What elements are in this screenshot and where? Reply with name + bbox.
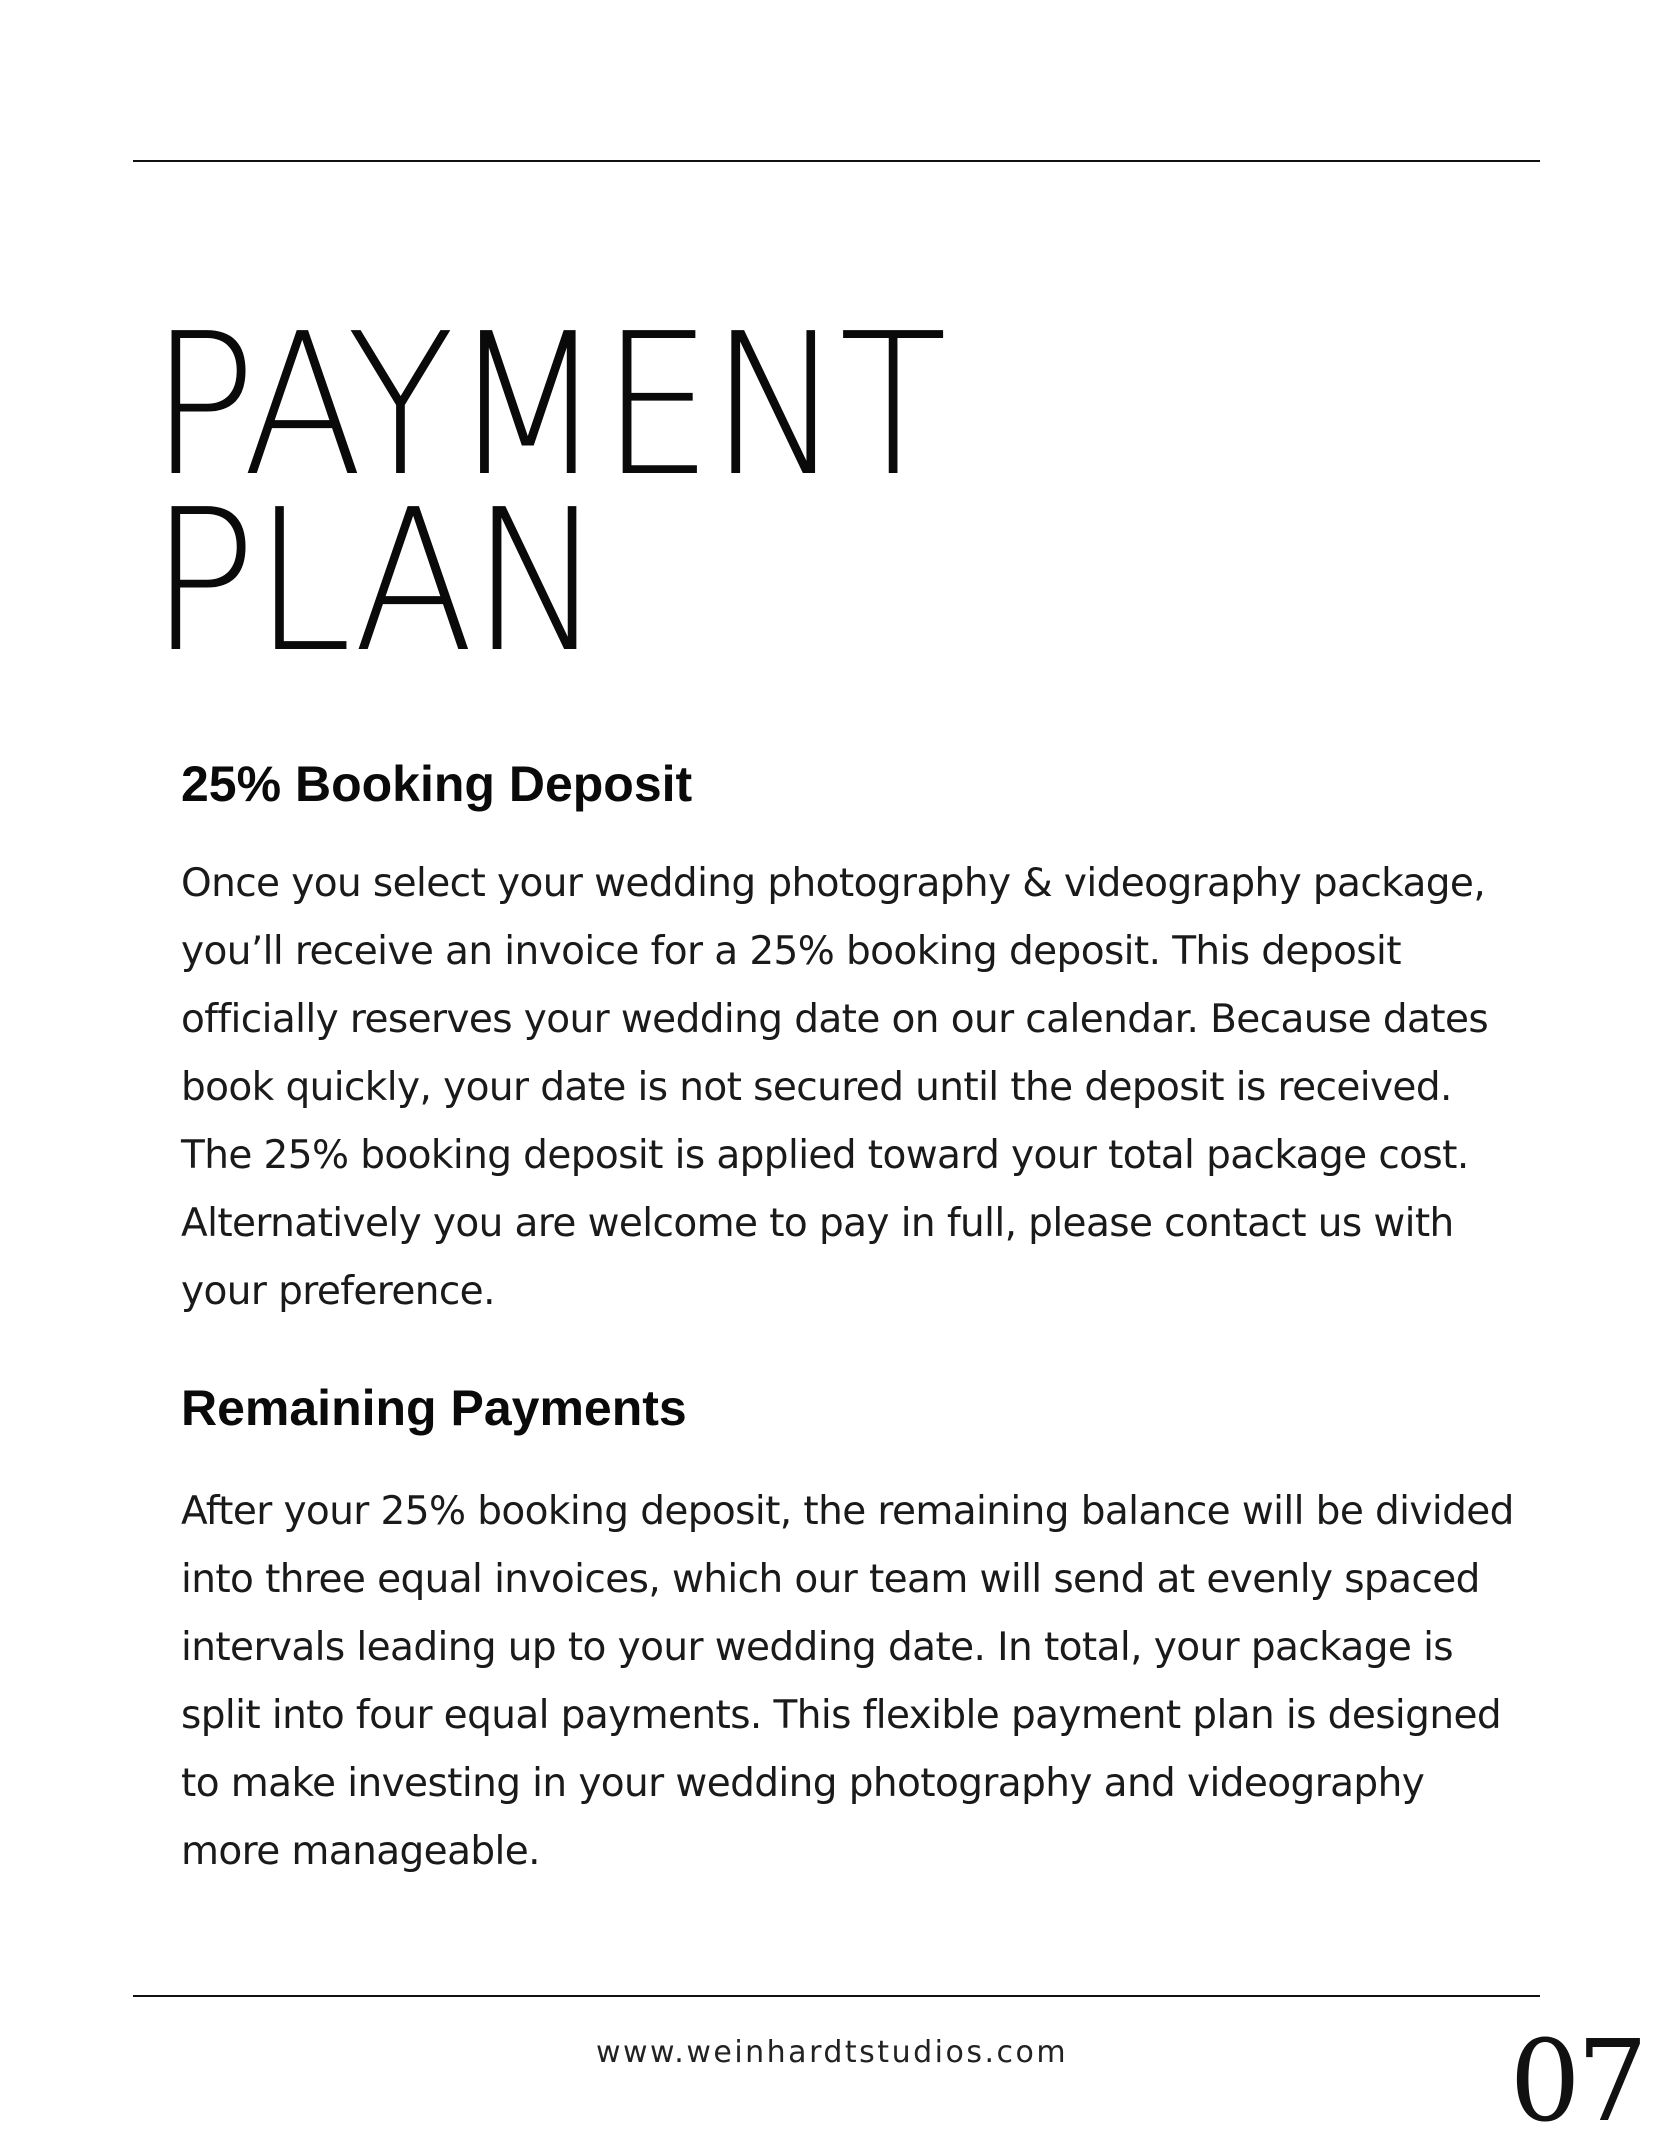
page-content	[181, 748, 1521, 1886]
page-title-line-2: PLAN	[150, 468, 601, 696]
bottom-divider	[133, 1995, 1540, 1997]
top-divider	[133, 160, 1540, 162]
section-heading-remaining-payments: Remaining Payments	[181, 1380, 687, 1436]
page-title	[150, 292, 945, 696]
section-body-booking-deposit: Once you select your wedding photography & videography package, you’ll receive an invoice for a 25% booking deposit. This deposit officially reserves your wedding date on our calendar. Because dates book quickly, your date is not secured until the deposit is received. The 25% booking deposit is applied toward your total package cost. Alternatively you are welcome to pay in full, please contact us with your preference.	[181, 861, 1489, 1314]
section-body-remaining-payments: After your 25% booking deposit, the remaining balance will be divided into three equal invoices, which our team will send at evenly spaced intervals leading up to your wedding date. In total, your package is split into four equal payments. This flexible payment plan is designed to make investing in your wedding photography and videography more manageable.	[181, 1489, 1514, 1874]
page-number: 07	[1509, 2017, 1644, 2147]
page-title-line-1: PAYMENT	[150, 292, 945, 520]
footer-website-url: www.weinhardtstudios.com	[595, 2035, 1069, 2070]
section-heading-booking-deposit: 25% Booking Deposit	[181, 756, 693, 812]
